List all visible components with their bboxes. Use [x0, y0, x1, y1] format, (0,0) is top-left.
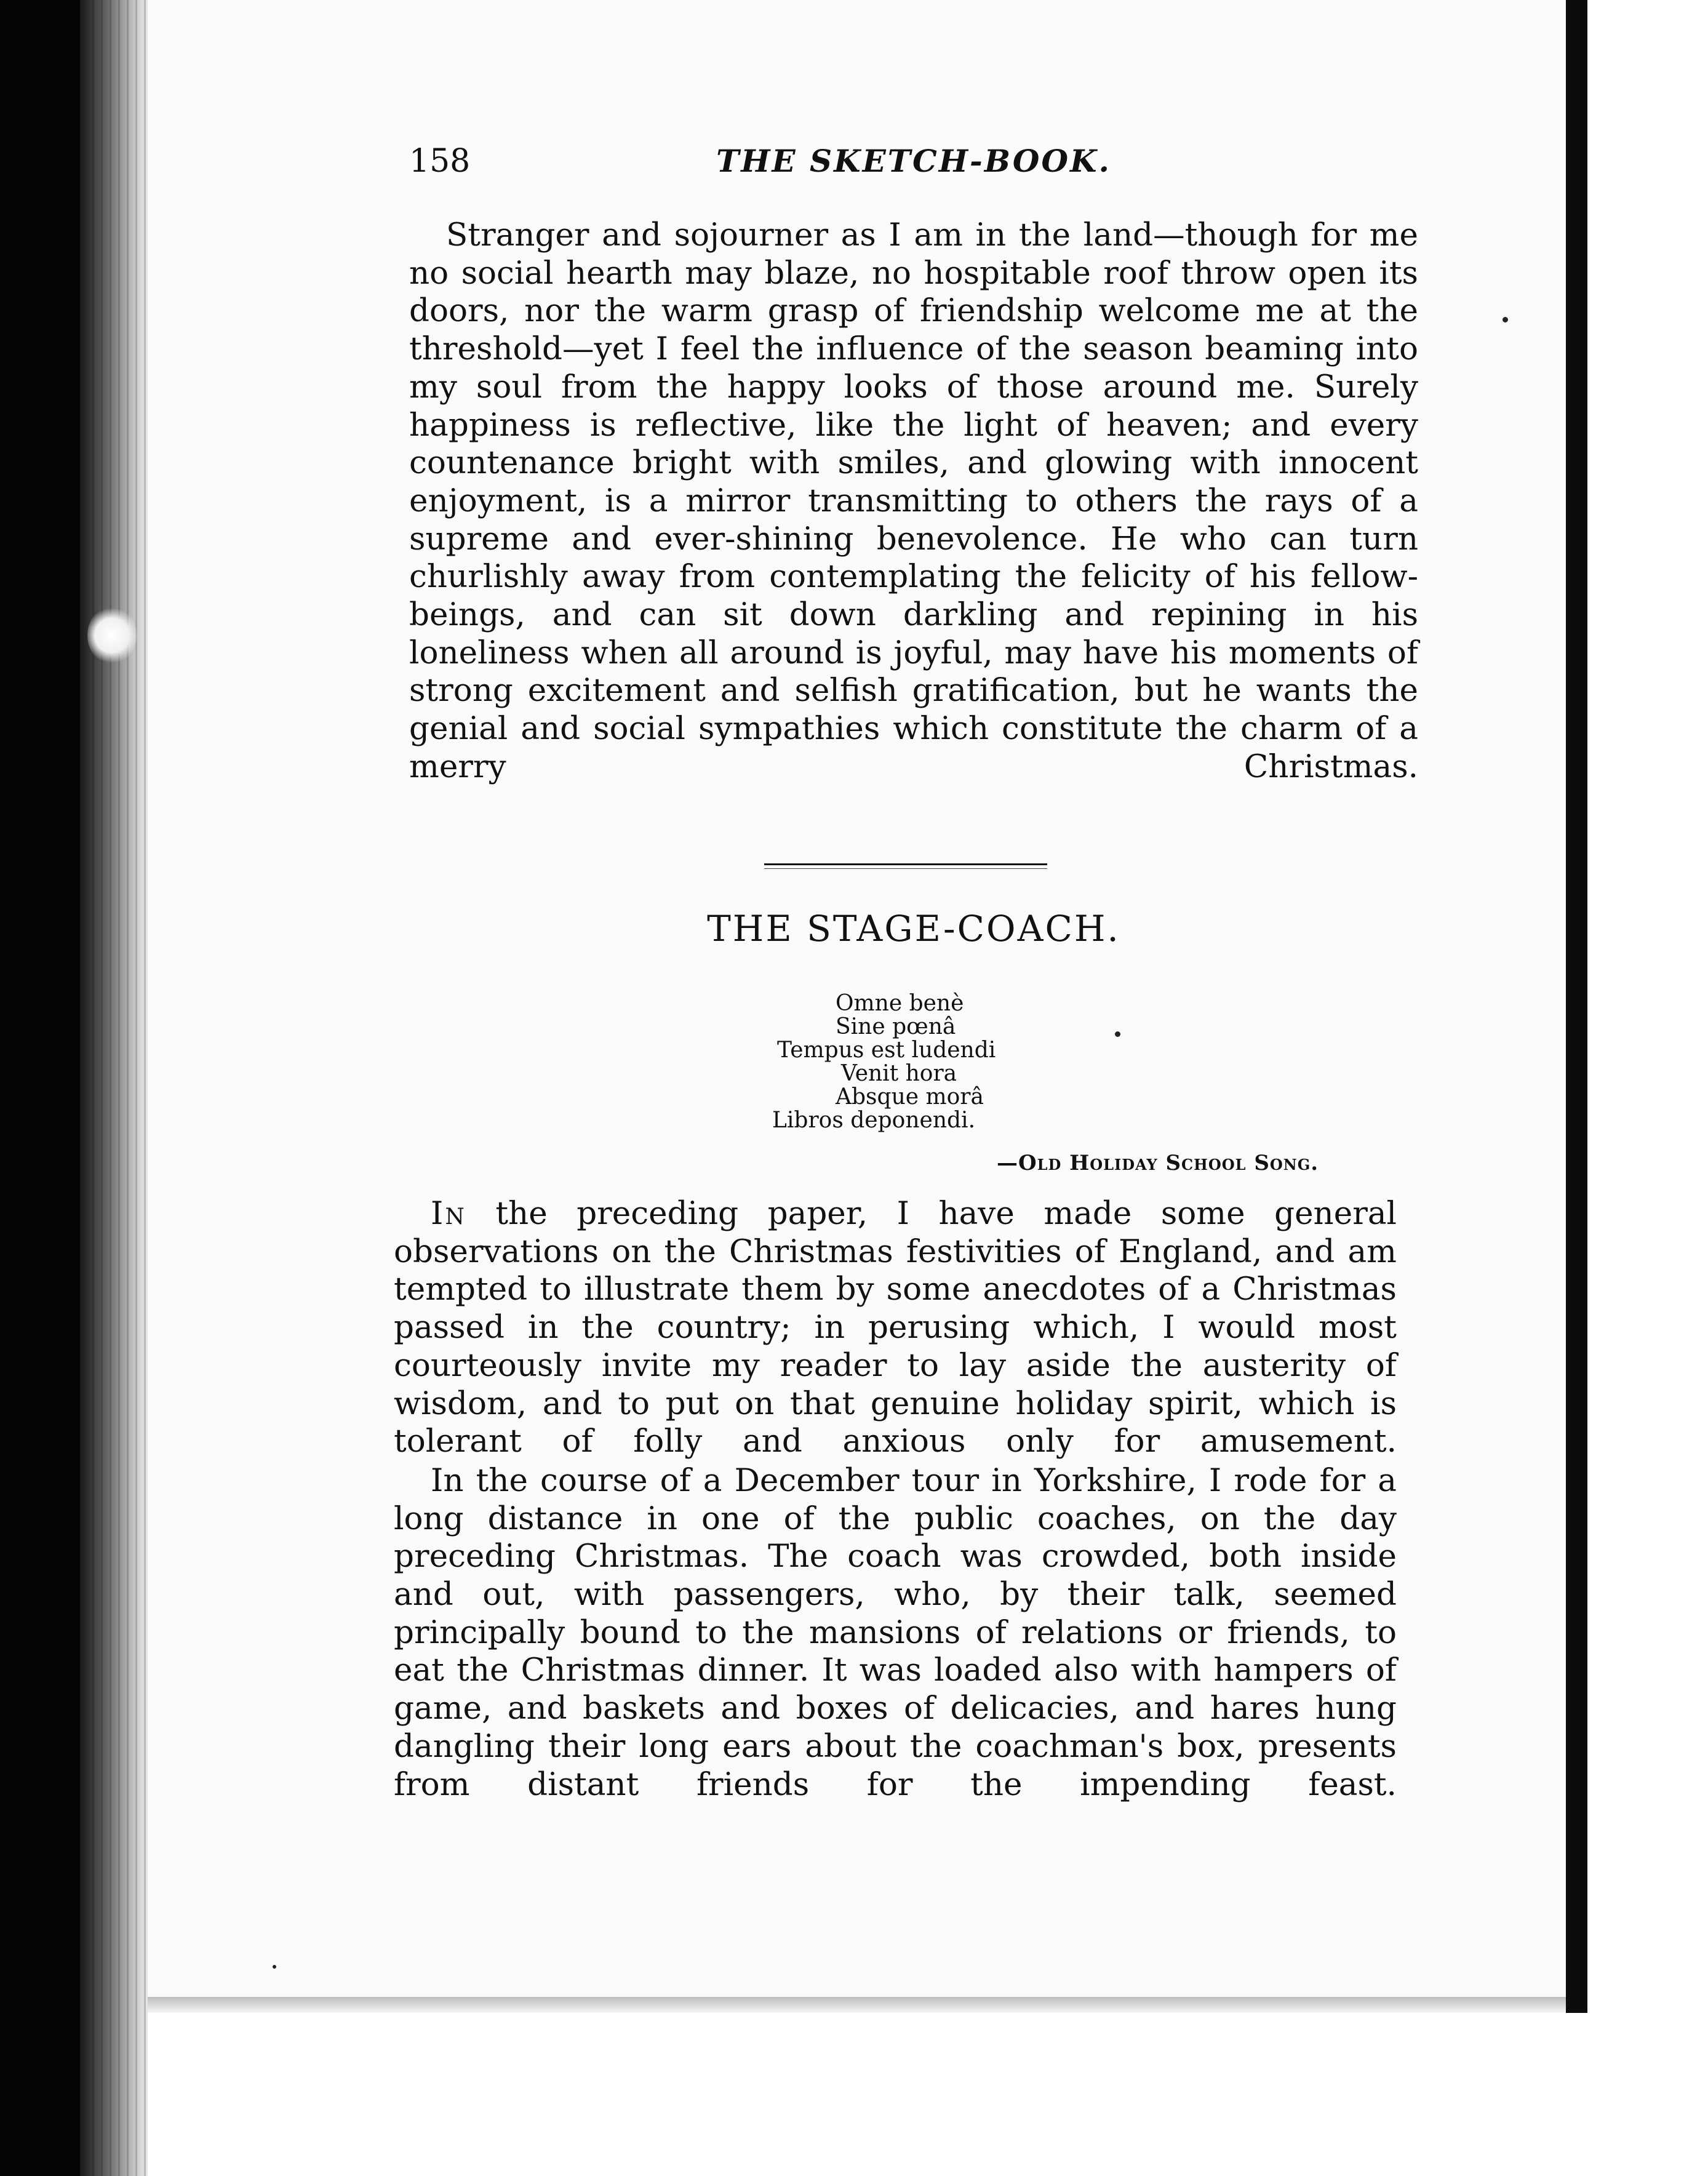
section-divider — [764, 863, 1047, 871]
page-number: 158 — [409, 143, 471, 180]
page-header — [409, 143, 1418, 192]
previous-essay-text — [409, 217, 1418, 786]
spine-texture — [92, 0, 148, 2176]
epigraph-line: Absque morâ — [836, 1084, 984, 1110]
running-head: THE SKETCH-BOOK. — [716, 143, 1111, 179]
closing-paragraph: Stranger and sojourner as I am in the land—though for me no social hearth may blaze, no hospitable roof throw open its doors, nor the warm grasp of friendship welcome me at the threshold—yet I feel the influence of the season beaming into my soul from the happy looks of those around me. Surely happiness is reflective, like the light of heaven; and every countenance bright with smiles, and glowing with innocent enjoyment, is a mirror transmitting to others the rays of a supreme and ever-shining benevolence. He who can turn churlishly away from contemplating the felicity of his fellow-beings, and can sit down darkling and repining in his loneliness when all around is joyful, may have his moments of strong excitement and selfish gratification, but he wants the genial and social sympathies which constitute the charm of a merry Christmas. — [409, 217, 1418, 785]
epigraph-line: Venit hora — [841, 1061, 957, 1086]
ink-speck — [273, 1965, 276, 1969]
ink-speck — [1115, 1031, 1120, 1037]
paragraph-1-text: the preceding paper, I have made some general observations on the Christmas festivities of England, and am tempted to illustrate them by some anecdotes of a Christmas passed in the country; in perusing which, I would most courteously invite my reader to lay aside the austerity of wisdom, and to put on that genuine holiday spirit, which is tolerant of folly and anxious only for amusement. — [394, 1195, 1397, 1460]
epigraph-line: Libros deponendi. — [772, 1108, 976, 1133]
scan-right-margin — [1587, 0, 1708, 2176]
page-bottom-edge — [148, 1997, 1581, 2013]
stage-coach-paragraph-1 — [394, 1195, 1397, 1461]
section-title: THE STAGE-COACH. — [707, 908, 1120, 950]
scan-left-border — [0, 0, 80, 2176]
paper-blemish — [87, 606, 137, 665]
stage-coach-paragraph-2: In the course of a December tour in Yorkshire, I rode for a long distance in one of the public coaches, on the day preceding Christmas. The coach was crowded, both inside and out, with passengers, who, by their talk, seemed principally bound to the mansions of relations or friends, to eat the Christmas dinner. It was loaded also with hampers of game, and baskets and boxes of delicacies, and hares hung dangling their long ears about the coachman's box, presents from distant friends for the impending feast. — [394, 1462, 1397, 1803]
epigraph-line: Sine pœnâ — [836, 1014, 956, 1039]
stage-coach-text — [394, 1195, 1397, 1804]
opening-word: In — [431, 1195, 466, 1232]
epigraph-line: Tempus est ludendi — [777, 1038, 996, 1063]
scan-bottom-margin — [148, 2013, 1587, 2176]
epigraph — [772, 992, 996, 1132]
ink-speck — [1502, 317, 1508, 322]
scan-right-border — [1566, 0, 1587, 2013]
epigraph-attribution: —Old Holiday School Song. — [997, 1151, 1319, 1175]
epigraph-line: Omne benè — [836, 991, 964, 1016]
